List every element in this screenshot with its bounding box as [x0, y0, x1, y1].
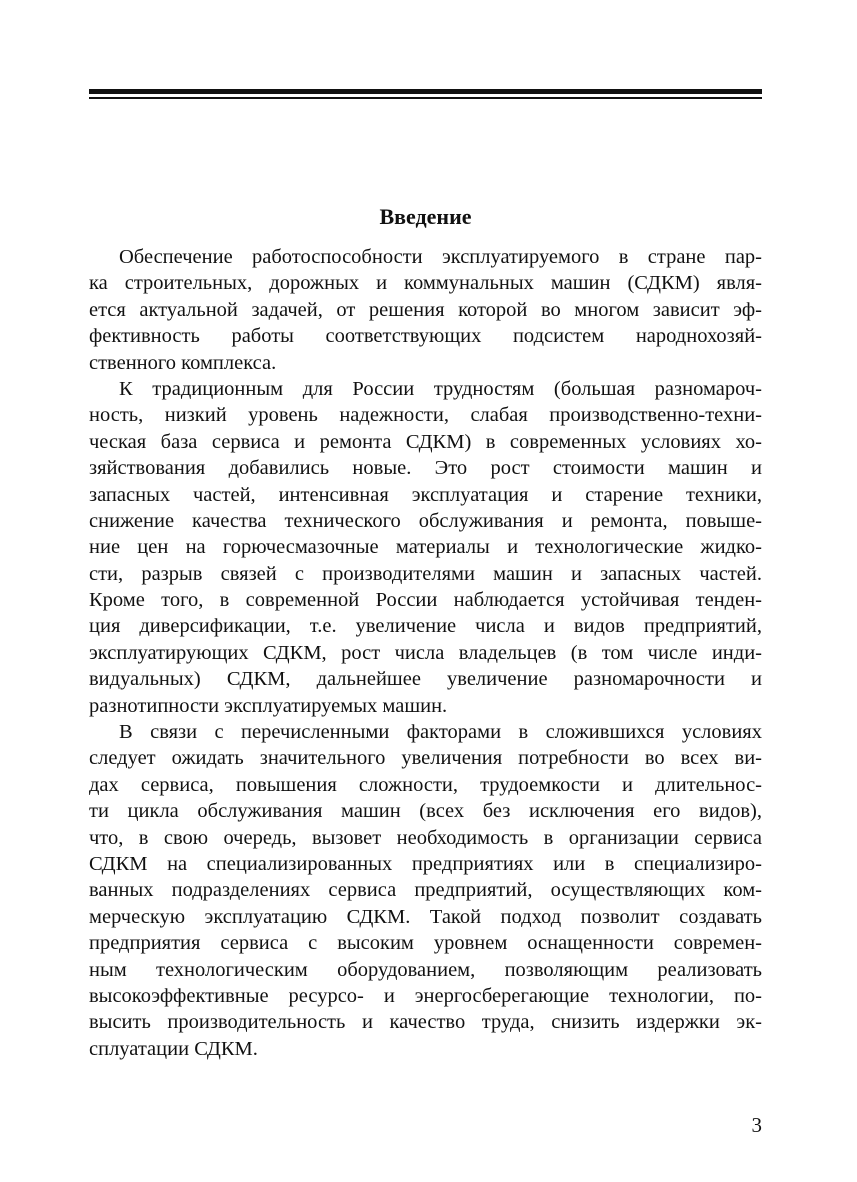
text-line: Обеспечение работоспособности эксплуатируемого в стране пар- [119, 246, 762, 268]
text-line: сти, разрыв связей с производителями машин и запасных частей. [89, 562, 762, 585]
header-rule-thin [89, 97, 762, 99]
text-line: предприятия сервиса с высоким уровнем оснащенности современ- [89, 932, 762, 955]
paragraph-2 [89, 376, 762, 719]
text-line: ние цен на горючесмазочные материалы и технологические жидко- [89, 536, 762, 559]
text-line: фективность работы соответствующих подсистем народнохозяй- [89, 325, 762, 348]
text-line: снижение качества технического обслуживания и ремонта, повыше- [89, 509, 762, 532]
text-line: что, в свою очередь, вызовет необходимость в организации сервиса [89, 826, 762, 849]
text-line: В связи с перечисленными факторами в сложившихся условиях [119, 721, 762, 744]
text-line: видуальных) СДКМ, дальнейшее увеличение разномарочности и [89, 668, 762, 691]
text-line: мерческую эксплуатацию СДКМ. Такой подход позволит создавать [89, 905, 762, 928]
text-line: ным технологическим оборудованием, позволяющим реализовать [89, 958, 762, 981]
page-number: 3 [751, 1113, 762, 1137]
paragraph-3 [89, 719, 762, 1062]
text-line: Кроме того, в современной России наблюдается устойчивая тенден- [89, 589, 762, 612]
text-line: ка строительных, дорожных и коммунальных машин (СДКМ) явля- [89, 272, 762, 295]
text-line: К традиционным для России трудностям (большая разномароч- [119, 377, 762, 400]
text-line: эксплуатирующих СДКМ, рост числа владельцев (в том числе инди- [89, 641, 762, 664]
body-text [89, 244, 762, 1062]
text-line: ти цикла обслуживания машин (всех без исключения его видов), [89, 800, 762, 823]
text-line: ется актуальной задачей, от решения которой во многом зависит эф- [89, 298, 762, 321]
text-line: СДКМ на специализированных предприятиях или в специализиро- [89, 852, 762, 875]
text-line: запасных частей, интенсивная эксплуатация и старение техники, [89, 483, 762, 506]
text-line: ческая база сервиса и ремонта СДКМ) в современных условиях хо- [89, 430, 762, 453]
text-line: разнотипности эксплуатируемых машин. [89, 694, 448, 717]
text-line: ция диверсификации, т.е. увеличение числа и видов предприятий, [89, 615, 762, 638]
text-line: следует ожидать значительного увеличения потребности во всех ви- [89, 747, 762, 770]
text-line: ванных подразделениях сервиса предприятий, осуществляющих ком- [89, 879, 762, 902]
text-line: ность, низкий уровень надежности, слабая производственно-техни- [89, 404, 762, 427]
header-rule-thick [89, 89, 762, 94]
text-line: высить производительность и качество труда, снизить издержки эк- [89, 1011, 762, 1034]
page-title: Введение [379, 204, 472, 229]
text-line: высокоэффективные ресурсо- и энергосберегающие технологии, по- [89, 984, 762, 1007]
text-line: зяйствования добавились новые. Это рост стоимости машин и [89, 457, 762, 480]
text-line: ственного комплекса. [89, 351, 277, 374]
paragraph-1 [89, 244, 762, 376]
text-line: дах сервиса, повышения сложности, трудоемкости и длительнос- [89, 773, 762, 796]
text-line: сплуатации СДКМ. [89, 1037, 258, 1060]
